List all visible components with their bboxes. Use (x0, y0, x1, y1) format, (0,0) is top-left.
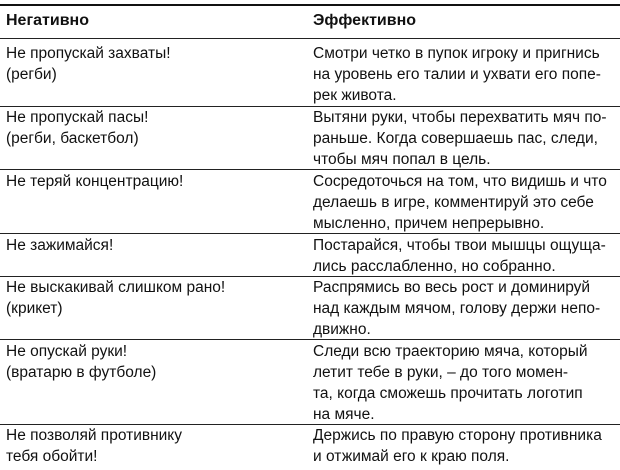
effective-text: летит тебе в руки, – до того момен- (313, 364, 569, 381)
effective-text: та, когда сможешь прочитать логотип (313, 385, 583, 402)
negative-text: (крикет) (6, 300, 63, 317)
header-effective: Эффективно (313, 12, 417, 29)
effective-cell (313, 43, 618, 106)
negative-text: Не выскакивай слишком рано! (6, 279, 226, 296)
row-rule (0, 169, 620, 170)
effective-text: раньше. Когда совершаешь пас, следи, (313, 130, 598, 147)
negative-text: Не зажимайся! (6, 237, 114, 254)
row-rule (0, 339, 620, 340)
effective-text: движно. (313, 321, 371, 338)
effective-text: и отжимай его к краю поля. (313, 448, 510, 465)
negative-cell (6, 341, 296, 383)
effective-cell (313, 277, 618, 340)
negative-text: Не опускай руки! (6, 343, 128, 360)
negative-text: Не теряй концентрацию! (6, 173, 184, 190)
effective-cell (313, 171, 618, 234)
table-header (0, 6, 620, 36)
effective-text: над каждым мячом, голову держи непо- (313, 300, 601, 317)
effective-text: Следи всю траекторию мяча, который (313, 343, 588, 360)
effective-cell (313, 341, 618, 425)
negative-cell (6, 171, 296, 192)
negative-text: Не позволяй противнику (6, 427, 183, 444)
effective-text: на мяче. (313, 406, 375, 423)
negative-cell (6, 235, 296, 256)
negative-text: (регби) (6, 66, 57, 83)
negative-cell (6, 425, 296, 467)
effective-text: мысленно, причем непрерывно. (313, 215, 545, 232)
negative-cell (6, 107, 296, 149)
effective-cell (313, 425, 618, 467)
effective-text: Держись по правую сторону противника (313, 427, 602, 444)
effective-text: Вытяни руки, чтобы перехватить мяч по- (313, 109, 607, 126)
effective-text: Смотри четко в пупок игроку и пригнись (313, 45, 600, 62)
effective-text: делаешь в игре, комментируй это себе (313, 194, 594, 211)
effective-text: Распрямись во весь рост и доминируй (313, 279, 591, 296)
header-negative: Негативно (6, 12, 89, 29)
negative-cell (6, 43, 296, 85)
negative-text: (регби, баскетбол) (6, 130, 139, 147)
negative-text: (вратарю в футболе) (6, 364, 157, 381)
header-rule (0, 38, 620, 39)
effective-text: на уровень его талии и ухвати его попе- (313, 66, 601, 83)
effective-cell (313, 107, 618, 170)
negative-text: Не пропускай захваты! (6, 45, 171, 62)
effective-text: Постарайся, чтобы твои мышцы ощуща- (313, 237, 606, 254)
negative-cell (6, 277, 296, 319)
effective-text: лись расслабленно, но собранно. (313, 258, 556, 275)
row-rule (0, 233, 620, 234)
negative-text: тебя обойти! (6, 448, 98, 465)
effective-text: чтобы мяч попал в цель. (313, 151, 491, 168)
effective-cell (313, 235, 618, 277)
effective-text: рек живота. (313, 87, 397, 104)
effective-text: Сосредоточься на том, что видишь и что (313, 173, 607, 190)
negative-text: Не пропускай пасы! (6, 109, 149, 126)
